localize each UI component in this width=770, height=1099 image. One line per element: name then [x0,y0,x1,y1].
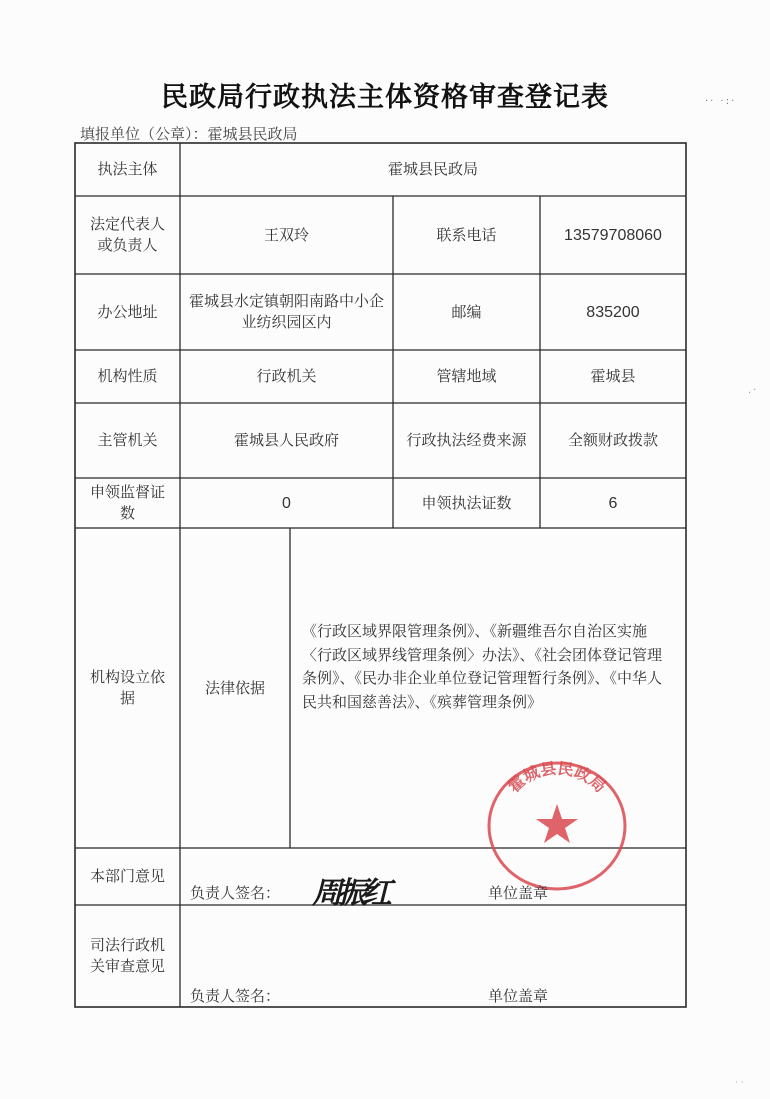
label-justice-opinion: 司法行政机关审查意见 [89,936,165,975]
value-enforcement-certs: 6 [608,494,618,512]
label-dept-opinion: 本部门意见 [89,867,165,885]
label-nature: 机构性质 [97,367,158,385]
value-legal-rep: 王双玲 [263,225,309,244]
justice-signer-label: 负责人签名： [190,987,281,1005]
filler-unit: 填报单位（公章）：霍城县民政局 [80,125,298,143]
value-funding: 全额财政拨款 [567,431,658,449]
scan-noise-side: .· [748,385,759,396]
label-legal-basis: 法律依据 [204,678,265,697]
label-postcode: 邮编 [451,302,482,321]
dept-signature: 周振红 [312,876,387,911]
value-nature: 行政机关 [256,367,317,385]
justice-stamp-label: 单位盖章 [488,987,549,1005]
svg-text:霍城县民政局: 霍城县民政局 [504,758,610,797]
label-enforcement-certs: 申领执法证数 [421,493,512,512]
value-supervision-certs: 0 [282,494,291,512]
label-supervision-certs: 申领监督证数 [89,483,165,522]
label-jurisdiction: 管辖地域 [436,367,497,385]
scan-mark: · · [735,1078,744,1088]
value-authority: 霍城县人民政府 [233,431,339,449]
value-jurisdiction: 霍城县 [590,367,636,385]
value-subject: 霍城县民政局 [387,160,478,178]
scan-noise: ·· ·:· [705,96,737,107]
dept-signer-label: 负责人签名： [190,884,281,902]
value-phone: 13579708060 [564,226,662,244]
label-funding: 行政执法经费来源 [406,431,527,449]
label-phone: 联系电话 [436,225,497,244]
official-seal [482,758,632,893]
dept-stamp-label: 单位盖章 [488,884,549,902]
page-title: 民政局行政执法主体资格审查登记表 [161,82,609,113]
value-legal-basis: 《行政区域界限管理条例》、《新疆维吾尔自治区实施〈行政区域界线管理条例〉办法》、《社会团体登记管理条例》、《民办非企业单位登记管理暂行条例》、《中华人民共和国慈善法》、《殡葬管理条例》 [302,622,663,711]
value-postcode: 835200 [586,303,640,321]
label-subject: 执法主体 [97,160,158,178]
value-address: 霍城县水定镇朝阳南路中小企业纺织园区内 [188,292,384,331]
label-authority: 主管机关 [97,431,158,449]
label-basis: 机构设立依据 [89,668,165,707]
label-legal-rep: 法定代表人或负责人 [89,215,165,254]
label-address: 办公地址 [97,302,158,321]
